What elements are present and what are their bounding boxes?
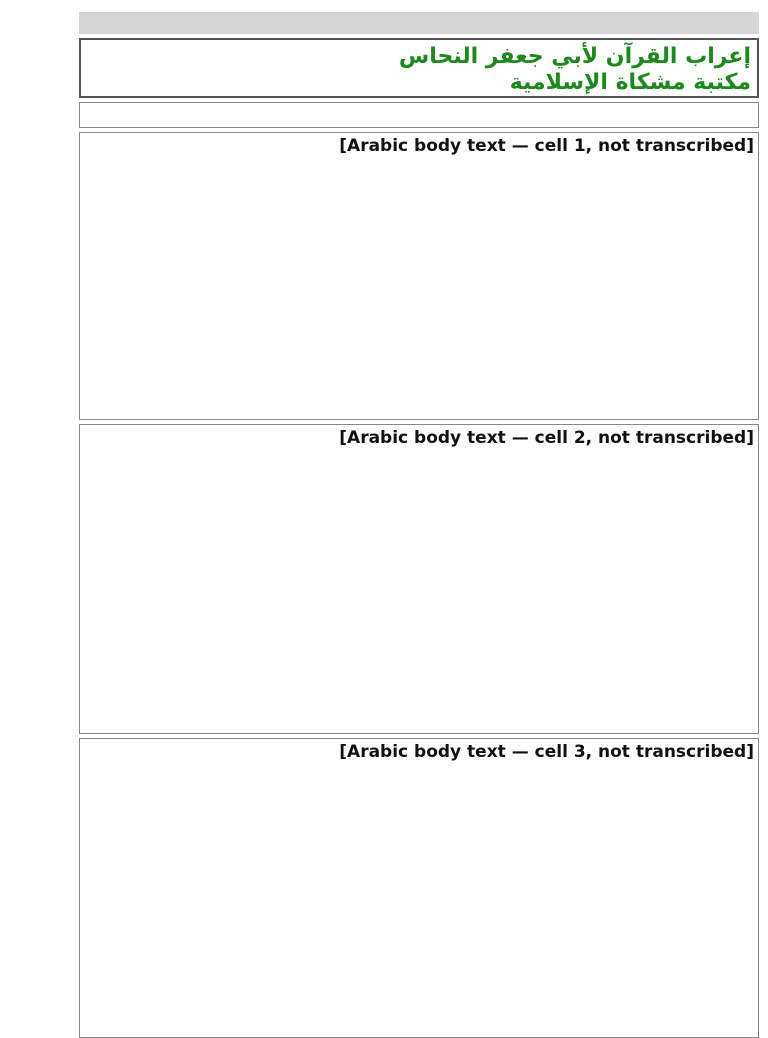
document-subtitle: مكتبة مشكاة الإسلامية: [509, 70, 751, 95]
document-page: [79, 12, 759, 1038]
title-box: [79, 38, 759, 98]
text-cell: [Arabic body text — cell 2, not transcribed]: [79, 424, 759, 734]
empty-row: [79, 102, 759, 128]
text-cell: [Arabic body text — cell 3, not transcribed]: [79, 738, 759, 1038]
text-cell: [Arabic body text — cell 1, not transcribed]: [79, 132, 759, 420]
header-bar: [79, 12, 759, 34]
document-title: إعراب القرآن لأبي جعفر النحاس: [398, 44, 751, 69]
